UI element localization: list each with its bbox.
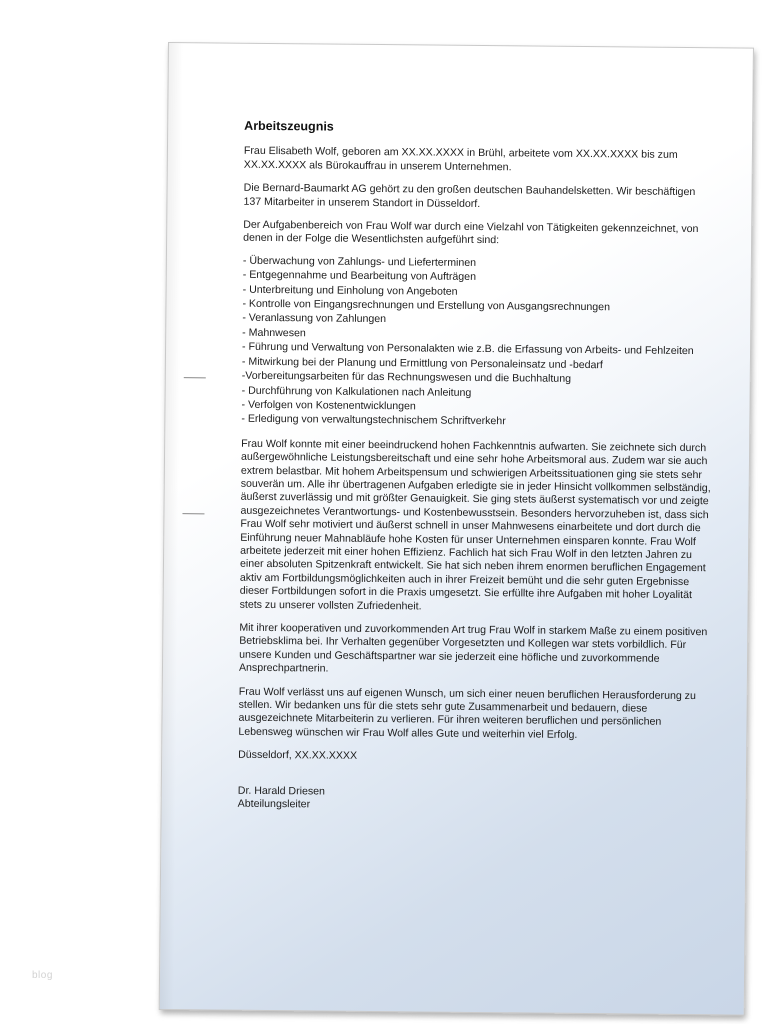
list-item: - Entgegennahme und Bearbeitung von Aufträgen xyxy=(242,268,477,284)
watermark-text: blog xyxy=(32,970,53,981)
list-item: - Mahnwesen xyxy=(242,326,306,340)
list-item: - Erledigung von verwaltungstechnischem Schriftverkehr xyxy=(241,413,506,428)
list-item: - Mitwirkung bei der Planung und Ermittlung von Personaleinsatz und -bedarf xyxy=(241,355,603,371)
list-item: -Vorbereitungsarbeiten für das Rechnungswesen und die Buchhaltung xyxy=(241,369,572,385)
fold-mark-top xyxy=(184,377,206,378)
signer-role: Abteilungsleiter xyxy=(237,797,311,811)
intro-paragraph: Frau Elisabeth Wolf, geboren am XX.XX.XXXX in Brühl, arbeitete vom XX.XX.XXXX bis zum XX.XX.XXXX als Bürokauffrau in unserem Unternehmen. xyxy=(243,145,678,174)
signature-block xyxy=(238,784,708,815)
list-item: - Durchführung von Kalkulationen nach Anleitung xyxy=(241,384,472,399)
fold-mark-bottom xyxy=(182,513,204,514)
list-item: - Überwachung von Zahlungs- und Lieferterminen xyxy=(242,254,477,269)
tasks-intro-paragraph: Der Aufgabenbereich von Frau Wolf war durch eine Vielzahl von Tätigkeiten gekennzeichnet, von denen in der Folge die Wesentlichsten aufgeführt sind: xyxy=(243,218,699,247)
document-title: Arbeitszeugnis xyxy=(244,118,334,134)
list-item: - Unterbreitung und Einholung von Angeboten xyxy=(242,283,458,298)
performance-paragraph: Frau Wolf konnte mit einer beeindruckend hohen Fachkenntnis aufwarten. Sie zeichnete sich durch außergewöhnliche Leistungsbereitschaft und eine sehr hohe Arbeitsmoral aus. Zudem war sie auch extrem belastbar. Mit hohem Arbeitspensum und schwierigen Arbeitssituationen ging sie stets sehr souverän um. Alle ihr übertragenen Aufgaben erledigte sie in jeder Hinsicht vollkommen selbständig, äußerst zuverlässig und mit größter Genauigkeit. Sie ging stets äußerst systematisch vor und zeigte ausgezeichnetes Verantwortungs- und Kostenbewusstsein. Besonders hervorzuheben ist, dass sich Frau Wolf sehr motiviert und äußerst schnell in unser Mahnwesens einarbeitete und dort durch die Einführung neuer Mahnabläufe hohe Kosten für unser Unternehmen einsparen konnte. Frau Wolf arbeitete jederzeit mit einer hohen Effizienz. Fachlich hat sich Frau Wolf in den letzten Jahren zu einer absoluten Spitzenkraft entwickelt. Sie hat sich neben ihrem enormen beruflichen Engagement aktiv am Fortbildungsmöglichkeiten auch in ihrer Freizeit bemüht und die sehr guten Ergebnisse dieser Fortbildungen sofort in die Praxis umgesetzt. Sie erfüllte ihre Aufgaben mit hoher Loyalität stets zu unserer vollsten Zufriedenheit. xyxy=(239,437,711,613)
place-date: Düsseldorf, XX.XX.XXXX xyxy=(238,748,358,763)
list-item: - Veranlassung von Zahlungen xyxy=(242,312,387,326)
list-item: - Kontrolle von Eingangsrechnungen und Erstellung von Ausgangsrechnungen xyxy=(242,297,611,314)
company-paragraph: Die Bernard-Baumarkt AG gehört zu den großen deutschen Bauhandelsketten. Wir beschäftigen 137 Mitarbeiter in unserem Standort in Düsseldorf. xyxy=(243,181,696,210)
document-page xyxy=(159,42,754,1016)
task-list xyxy=(241,254,713,431)
behavior-paragraph: Mit ihrer kooperativen und zuvorkommenden Art trug Frau Wolf in starkem Maße zu einem positiven Betriebsklima bei. Ihr Verhalten gegenüber Vorgesetzten und Kollegen war stets vorbildlich. Für unsere Kunden und Geschäftspartner war sie jederzeit eine höfliche und zuvorkommende Ansprechpartnerin. xyxy=(238,621,708,675)
signer-name: Dr. Harald Driesen xyxy=(237,784,326,798)
list-item: - Verfolgen von Kostenentwicklungen xyxy=(241,398,416,413)
list-item: - Führung und Verwaltung von Personalakten wie z.B. die Erfassung von Arbeits- und Fehlzeiten xyxy=(242,341,694,358)
document-body xyxy=(238,120,715,816)
leaving-paragraph: Frau Wolf verlässt uns auf eigenen Wunsch, um sich einer neuen beruflichen Herausforderung zu stellen. Wir bedanken uns für die stets sehr gute Zusammenarbeit und bedauern, diese ausgezeichnete Mitarbeiterin zu verlieren. Für ihren weiteren beruflichen und persönlichen Lebensweg wünschen wir Frau Wolf alles Gute und weiterhin viel Erfolg. xyxy=(238,685,696,741)
